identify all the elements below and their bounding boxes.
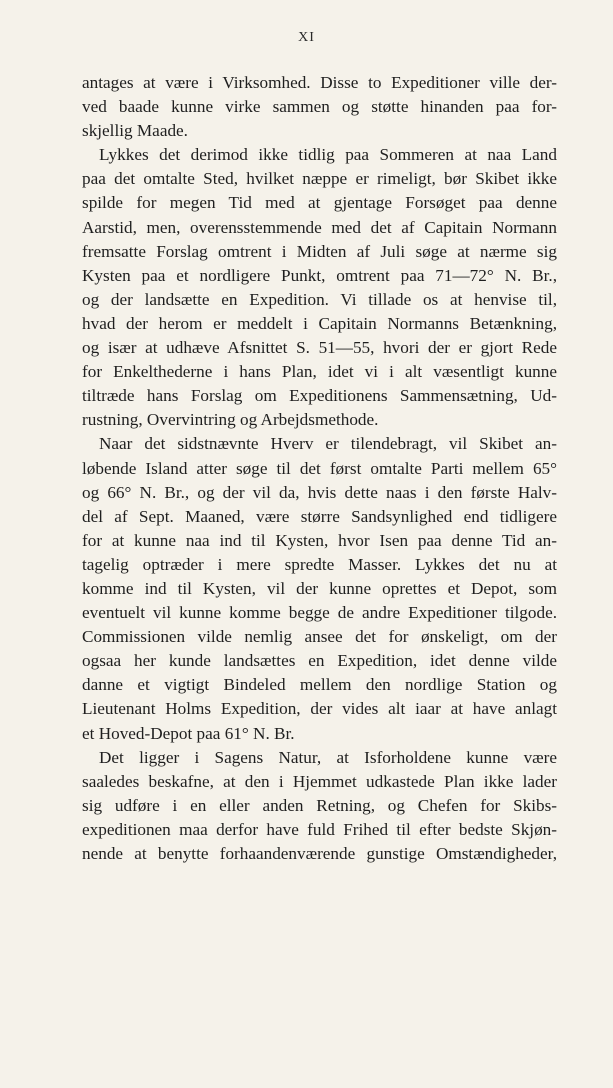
text-line: tagelig optræder i mere spredte Masser. Lykkes det nu at [82,554,557,574]
text-line: Lieutenant Holms Expedition, der vides alt iaar at have anlagt [82,699,557,719]
text-line: Lykkes det derimod ikke tidlig paa Sommeren at naa Land [99,145,557,165]
text-line: for Enkelthederne i hans Plan, idet vi i alt væsentligt kunne [82,362,557,382]
text-line: paa det omtalte Sted, hvilket næppe er rimeligt, bør Skibet ikke [82,169,557,189]
text-line: Det ligger i Sagens Natur, at Isforholdene kunne være [99,747,557,767]
text-line: eventuelt vil kunne komme begge de andre Expeditioner tilgode. [82,603,557,623]
text-line: løbende Island atter søge til det først omtalte Parti mellem 65° [82,458,557,478]
text-line: skjellig Maade. [82,121,188,141]
text-line: rustning, Overvintring og Arbejdsmethode. [82,410,379,430]
text-line: nende at benytte forhaandenværende gunstige Omstændigheder, [82,844,557,863]
text-line: komme ind til Kysten, vil der kunne oprettes et Depot, som [82,578,557,598]
text-line: ogsaa her kunde landsættes en Expedition, idet denne vilde [82,651,557,671]
text-line: saaledes beskafne, at den i Hjemmet udkastede Plan ikke lader [82,771,557,791]
text-line: hvad der herom er meddelt i Capitain Normanns Betænkning, [82,313,557,333]
text-line: og der landsætte en Expedition. Vi tillade os at henvise til, [82,289,557,309]
text-line: Naar det sidstnævnte Hverv er tilendebragt, vil Skibet an- [99,434,557,454]
text-line: for at kunne naa ind til Kysten, hvor Isen paa denne Tid an- [82,530,557,550]
text-line: Commissionen vilde nemlig ansee det for ønskeligt, om der [82,627,557,647]
text-line: og især at udhæve Afsnittet S. 51—55, hvori der er gjort Rede [82,338,557,358]
text-line: et Hoved-Depot paa 61° N. Br. [82,723,295,743]
text-line: tiltræde hans Forslag om Expeditionens Sammensætning, Ud- [82,386,557,406]
text-line: Kysten paa et nordligere Punkt, omtrent paa 71—72° N. Br., [82,265,557,285]
body-text [82,71,557,866]
page-number: XI [298,30,315,45]
text-line: danne et vigtigt Bindeled mellem den nordlige Station og [82,675,557,695]
text-line: ved baade kunne virke sammen og støtte hinanden paa for- [82,97,557,117]
text-line: fremsatte Forslag omtrent i Midten af Juli søge at nærme sig [82,241,557,261]
text-line: og 66° N. Br., og der vil da, hvis dette naas i den første Halv- [82,482,557,502]
text-line: Aarstid, men, overensstemmende med det af Capitain Normann [82,217,557,237]
text-line: sig udføre i en eller anden Retning, og Chefen for Skibs- [82,795,557,815]
text-line: del af Sept. Maaned, være større Sandsynlighed end tidligere [82,506,557,526]
text-line: spilde for megen Tid med at gjentage Forsøget paa denne [82,193,557,213]
text-line: antages at være i Virksomhed. Disse to Expeditioner ville der- [82,73,557,92]
text-line: expeditionen maa derfor have fuld Frihed til efter bedste Skjøn- [82,819,557,839]
